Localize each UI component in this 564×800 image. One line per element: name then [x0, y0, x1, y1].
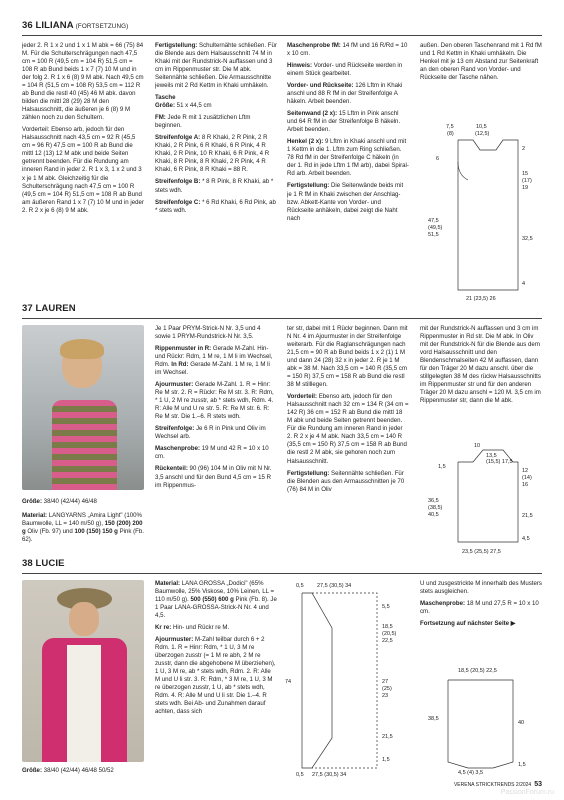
schematic-lauren [418, 442, 544, 557]
paragraph: Je 1 Paar PRYM-Strick-N Nr. 3,5 und 4 sowie 1 PRYM-Rundstrick-N Nr. 3,5. [155, 325, 261, 341]
dim-label: 51,5 [428, 232, 439, 238]
paragraph: U und zusgestrickte M innerhalb des Musters stets ausgleichen. [420, 580, 542, 596]
paragraph: Henkel (2 x): 9 Lftm in Khaki anschl und mit 1 Kettm in die 1. Lftm zum Ring schließen. 78 Rd fM in der Streifenfolge C häkeln (in der 1. Rd in jede Lftm 1 fM arb), dabei Spiral-Rd arb. Arbeit beenden. [287, 138, 409, 178]
footer-text: VERENA STRICKTRENDS 2/2024 [453, 782, 532, 788]
paragraph: Ajourmuster: M-Zahl teilbar durch 6 + 2 Rdm. 1. R = Hinr: Rdm, * 1 U, 3 M re überzogen zusstr (= 1 M re abh, 2 M re zusstr, dann die abgehobene M überziehen), 1 U, 3 M re, ab * stets wdh, Rdm. 2. R: Alle M und U li str. 3. R: Rdm, * 3 M re, 1 U, 3 M re überzogen zusstr, 1 U, ab * stets wdh, Rdm. 4. R: Alle M und U li str. Die 1.–4. R stets wdh. Bei Ab- und Zunahmen darauf achten, dass sich [155, 636, 276, 716]
continue-note: Fortsetzung auf nächster Seite ▶ [420, 620, 516, 628]
text-column-3 [287, 325, 409, 555]
section-title: 36 LILIANA (FORTSETZUNG) [22, 20, 129, 32]
dim-label: 10,5 [476, 124, 487, 130]
dim-label: 18,5 [382, 624, 393, 630]
paragraph: FM: Jede R mit 1 zusätzlichen Lftm beginnen. [155, 114, 251, 130]
text-column-2 [155, 42, 277, 297]
dim-label: (25) [382, 686, 392, 692]
paragraph: Vorder- und Rückseite: 126 Lftm in Khaki anschl und 88 R fM in der Streifenfolge A häkeln. Arbeit beenden. [287, 82, 403, 106]
dim-label: 22,5 [382, 638, 393, 644]
paragraph: Streifenfolge C: * 6 Rd Khaki, 6 Rd Pink, ab * stets wdh. [155, 198, 276, 214]
paragraph: Streifenfolge: Je 6 R in Pink und Oliv im Wechsel arb. [155, 425, 266, 441]
dim-label: 4 [522, 281, 526, 287]
dim-label: (15,5) 17,5 [486, 459, 513, 465]
dim-label: 21,5 [522, 513, 533, 519]
paragraph: Hinweis: Vorder- und Rückseite werden in einem Stück gearbeitet. [287, 62, 403, 78]
material-37: Material: LANGYARNS „Amira Light" (100% Baumwolle, LL = 140 m/50 g), 150 (200) 200 g Oliv (Fb. 97) und 100 (150) 150 g Pink (Fb. 62). [22, 512, 144, 544]
dim-label: 1,5 [438, 464, 446, 470]
dim-label: 12 [522, 468, 529, 474]
paragraph: Seitenwand (2 x): 15 Lftm in Pink anschl und 64 R fM in der Streifenfolge B häkeln. Arbeit beenden. [287, 110, 401, 134]
section-title: 38 LUCIE [22, 558, 65, 570]
dim-label: 0,5 [296, 583, 304, 589]
paragraph: Maschenprobe: 18 M und 27,5 R = 10 x 10 cm. [420, 600, 539, 616]
dim-label: 4,5 [522, 536, 530, 542]
paragraph: Ajourmuster: Gerade M-Zahl. 1. R = Hinr: Re M str. 2. R = Rückr: Re M str. 3. R: Rdm, * 1 U, 2 M re zusstr, ab * stets wdh, Rdm. 4. R: Alle M und U re str. 5. R: Re M str. 6. R: Re M str. Die 1.–6. R stets wdh. [155, 381, 274, 421]
paragraph: Fertigstellung: Seitennähte schließen. Für die Blenden aus den Armausschnitten je 70 (76) 84 M in Oliv [287, 469, 405, 493]
dim-label: 19 [522, 185, 529, 191]
schematic-lucie-sleeve [418, 662, 544, 777]
dim-label: 1,5 [518, 762, 526, 768]
dim-label: 21,5 [382, 734, 393, 740]
page-number: 53 [534, 781, 542, 788]
section-header-37 [22, 305, 542, 319]
paragraph: ter str, dabei mit 1 Rückr beginnen. Dann mit N Nr. 4 im Ajourmuster in der Streifenfolge weiterarb. Für die Raglanschrägungen nach 21,5 cm = 90 R ab Bund beids 1 x 2 (1) 1 M und dann 24 (28) 32 x in jeder 2. R je 1 M abk = 38 M. Nach 33,5 cm = 140 R (35,5 cm = 150 R) 37,5 cm = 158 R ab Bund die restl 38 M stilllegen. [287, 325, 408, 389]
paragraph: Streifenfolge A: 8 R Khaki, 2 R Pink, 2 R Khaki, 2 R Pink, 6 R Khaki, 6 R Pink, 4 R Khaki, 2 R Pink, 10 R Khaki, 6 R Pink, 4 R Khaki, 8 R Pink, 8 R Khaki, 2 R Pink, 4 R Khaki, 6 R Pink, 8 R Khaki = 88 R. [155, 134, 270, 174]
paragraph: jeder 2. R 1 x 2 und 1 x 1 M abk = 66 (75) 84 M. Für die Schulterschrägungen nach 47,5 cm = 100 R (49,5 cm = 104 R) 51,5 cm = 108 R ab Bund beids 1 x 7 (7) 10 M und in der folg 2. R 1 x 6 (8) 9 M abk. Nach 49,5 cm = 104 R (51,5 cm = 108 R) 53,5 cm = 112 R ab Bund die restl 40 (45) 46 M abk. davon bilden die mittl 28 (29) 28 M den Halsausschnitt, die äußeren je 6 (8) 9 M zählen noch zu den Schultern. [22, 42, 144, 122]
paragraph: Rückenteil: 90 (96) 104 M in Oliv mit N Nr. 3,5 anschl und für den Bund 4,5 cm = 15 R im Rippenmus- [155, 465, 272, 489]
dim-label: 0,5 [296, 772, 304, 778]
watermark: PassionForum.ru [500, 789, 554, 796]
dim-label: 27,5 (30,5) 34 [312, 772, 347, 778]
section-title: 37 LAUREN [22, 303, 76, 315]
dim-label: 32,5 [522, 236, 533, 242]
dim-label: 27,5 (30,5) 34 [317, 583, 352, 589]
dim-label: 40 [518, 720, 525, 726]
dim-label: 16 [522, 482, 529, 488]
dim-label: (38,5) [428, 505, 443, 511]
schematic-lucie-front [282, 578, 412, 778]
text-column-1 [22, 42, 144, 297]
dim-label: 6 [436, 156, 440, 162]
dim-label: 10 [474, 443, 481, 449]
dim-label: 47,5 [428, 218, 439, 224]
paragraph: Tasche Größe: 51 x 44,5 cm [155, 94, 212, 110]
dim-label: 18,5 (20,5) 22,5 [458, 668, 497, 674]
dim-label: 5,5 [382, 604, 390, 610]
paragraph: Fertigstellung: Die Seitenwände beids mit je 1 R fM in Khaki zwischen der Anschlag- bzw. Abkett-Kante von Vorder- und Rückseite anhäkeln, dabei zeigt die Naht nach [287, 182, 404, 222]
size-caption-38: Größe: 38/40 (42/44) 46/48 50/52 [22, 767, 114, 774]
paragraph: Rippenmuster in R: Gerade M-Zahl. Hin- und Rückr: Rdm, 1 M re, 1 M li im Wechsel, Rdm. In Rd: Gerade M-Zahl. 1 M re, 1 M li im Wechsel. [155, 345, 273, 377]
photo-model-lauren [22, 325, 144, 490]
dim-label: 15 [522, 171, 529, 177]
dim-label: 1,5 [382, 757, 390, 763]
dim-label: 40,5 [428, 512, 439, 518]
paragraph: Maschenprobe fM: 14 fM und 16 R/Rd = 10 x 10 cm. [287, 42, 408, 58]
dim-label: (8) [447, 131, 454, 137]
dim-label: 36,5 [428, 498, 439, 504]
dim-label: (12,5) [475, 131, 490, 137]
photo-model-lucie [22, 580, 144, 762]
dim-label: 38,5 [428, 716, 439, 722]
dim-label: (20,5) [382, 631, 397, 637]
paragraph: Material: LANA GROSSA „Dodici" (65% Baumwolle, 25% Viskose, 10% Leinen, LL = 110 m/50 g). 500 (550) 600 g Pink (Fb. 8). Je 1 Paar LANA-GROSSA-Strick-N Nr. 4 und 4,5. [155, 580, 277, 620]
dim-label: 21 (23,5) 26 [466, 296, 496, 302]
dim-label: (17) [522, 178, 532, 184]
paragraph: Maschenprobe: 19 M und 42 R = 10 x 10 cm. [155, 445, 269, 461]
paragraph: Vorderteil: Ebenso arb, jedoch für den Halsausschnitt nach 43,5 cm = 92 R (45,5 cm = 96 R) 47,5 cm = 100 R ab Bund die mittl 12 (13) 12 M abk und beide Seiten getrennt beenden. Für die Rundung am inneren Rand in jeder 2. R 1 x 3, 1 x 2 und 3 x je 1 M abk. Gleichzeitig für die Schulterschrägung nach 47,5 cm = 100 R (49,5 cm = 104 R) 51,5 cm = 108 R ab Bund am äußeren Rand 1 x 7 (7) 10 M und in jeder 2. R 2 x je 6 (8) 9 M abk. [22, 126, 144, 214]
section-header-38 [22, 560, 542, 574]
schematic-liliana [418, 120, 544, 305]
dim-label: 27 [382, 679, 389, 685]
dim-label: 4,5 (4) 3,5 [458, 770, 484, 776]
dim-label: 23,5 (25,5) 27,5 [462, 549, 501, 555]
text-column-4 [420, 42, 542, 112]
dim-label: (49,5) [428, 225, 443, 231]
dim-label: 23 [382, 693, 389, 699]
text-column-4 [420, 325, 542, 425]
dim-label: (14) [522, 475, 532, 481]
text-column-4 [420, 580, 542, 670]
dim-label: 7,5 [446, 124, 454, 130]
section-header-36 [22, 22, 542, 36]
paragraph: außen. Den oberen Taschenrand mit 1 Rd fM und 1 Rd Kettm in Khaki umhäkeln. Die Henkel mit je 13 cm Abstand zur Seitenkraft an den oberen Rand von Vorder- und Rückseite der Tasche nähen. [420, 42, 542, 82]
text-column-2 [155, 580, 277, 776]
paragraph: Fertigstellung: Schulternähte schließen. Für die Blende aus dem Halsausschnitt 74 M in Khaki mit der Rundstrick-N auffassen und 3 cm im Rippenmuster str. Die M abk. Seitennähte schließen. Die Armausschnitte jeweils mit 2 Rd Kettm in Khaki umhäkeln. [155, 42, 277, 90]
paragraph: Streifenfolge B: * 8 R Pink, 8 R Khaki, ab * stets wdh. [155, 178, 274, 194]
dim-label: 2 [522, 146, 526, 152]
text-column-2 [155, 325, 277, 555]
dim-label: 74 [285, 679, 292, 685]
size-caption-37: Größe: 38/40 (42/44) 46/48 [22, 498, 97, 505]
paragraph: Vorderteil: Ebenso arb, jedoch für den Halsausschnitt nach 32 cm = 134 R (34 cm = 142 R) 36 cm = 152 R ab Bund die mittl 18 M abk und beide Seiten getrennt beenden. Für die Rundung am inneren Rand in jeder 2. R 2 x je 4 M abk. Nach 33,5 cm = 140 R (35,5 cm = 150 R) 37,5 cm = 158 R ab Bund die restl 2 M abk, sie gehoren noch zum Halsausschnitt. [287, 393, 409, 465]
text-column-3 [287, 42, 409, 297]
paragraph: mit der Rundstrick-N auffassen und 3 cm im Rippenmuster in Rd str. Die M abk. In Oliv mit der Rundstrick-N für die Blende aus dem vord Halsausschnitt und den Blendenschmalseiten 42 M auffassen, dann für den Träger 20 M dazu anschl. über die stillgelegten 38 M des rückw Halsausschnitts im Rippenmuster str und für den anderen Träger 20 M dazu anschl = 120 M. 3,5 cm im Rippenmuster str, dann die M abk. [420, 325, 541, 405]
dim-label: 13,5 [486, 453, 497, 459]
paragraph: Kr re: Hin- und Rückr re M. [155, 624, 230, 632]
